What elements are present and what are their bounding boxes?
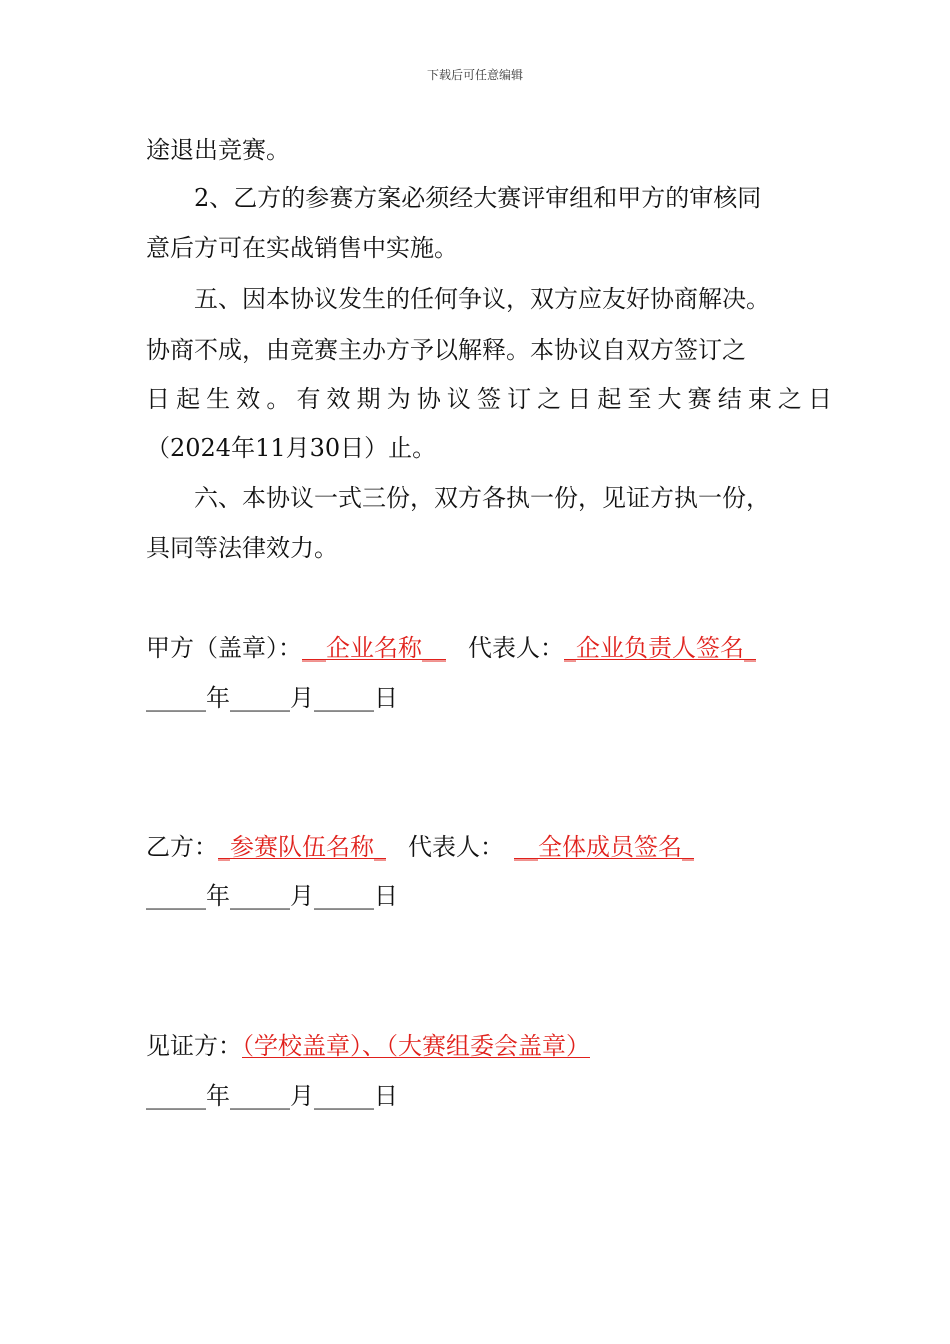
clause-2-line-1: 2、乙方的参赛方案必须经大赛评审组和甲方的审核同 [194, 184, 762, 212]
party-b-team-name: _参赛队伍名称_ [218, 833, 386, 861]
party-a-date-line: _____年_____月_____日 [146, 684, 398, 712]
party-b-rep-label: 代表人： [408, 833, 504, 861]
witness-seals: （学校盖章）、（大赛组委会盖章） [242, 1032, 590, 1060]
party-a-rep-signature: _企业负责人签名_ [564, 634, 756, 662]
clause-5-line-2: 协商不成，由竞赛主办方予以解释。本协议自双方签订之 [146, 336, 746, 364]
clause-5-line-1: 五、因本协议发生的任何争议，双方应友好协商解决。 [194, 285, 770, 313]
party-b-signature-row [146, 832, 694, 862]
page-header: 下载后可任意编辑 [426, 68, 523, 82]
clause-6-line-1: 六、本协议一式三份，双方各执一份，见证方执一份， [194, 484, 770, 512]
clause-5-line-3: 日起生效。有效期为协议签订之日起至大赛结束之日 [146, 385, 832, 413]
witness-label: 见证方： [146, 1032, 242, 1060]
party-a-company-name: __企业名称__ [302, 634, 446, 662]
party-a-label: 甲方（盖章）： [146, 634, 302, 662]
party-a-rep-label: 代表人： [468, 634, 564, 662]
party-a-signature-row [146, 633, 756, 663]
clause-2-line-2: 意后方可在实战销售中实施。 [146, 234, 458, 262]
clause-6-line-2: 具同等法律效力。 [146, 534, 338, 562]
party-b-label: 乙方： [146, 833, 218, 861]
witness-signature-row [146, 1031, 590, 1061]
paragraph-continuation: 途退出竞赛。 [146, 136, 290, 164]
party-b-rep-signature: __全体成员签名_ [514, 833, 694, 861]
clause-5-line-4: （2024年11月30日）止。 [146, 434, 437, 462]
witness-date-line: _____年_____月_____日 [146, 1082, 398, 1110]
party-b-date-line: _____年_____月_____日 [146, 882, 398, 910]
